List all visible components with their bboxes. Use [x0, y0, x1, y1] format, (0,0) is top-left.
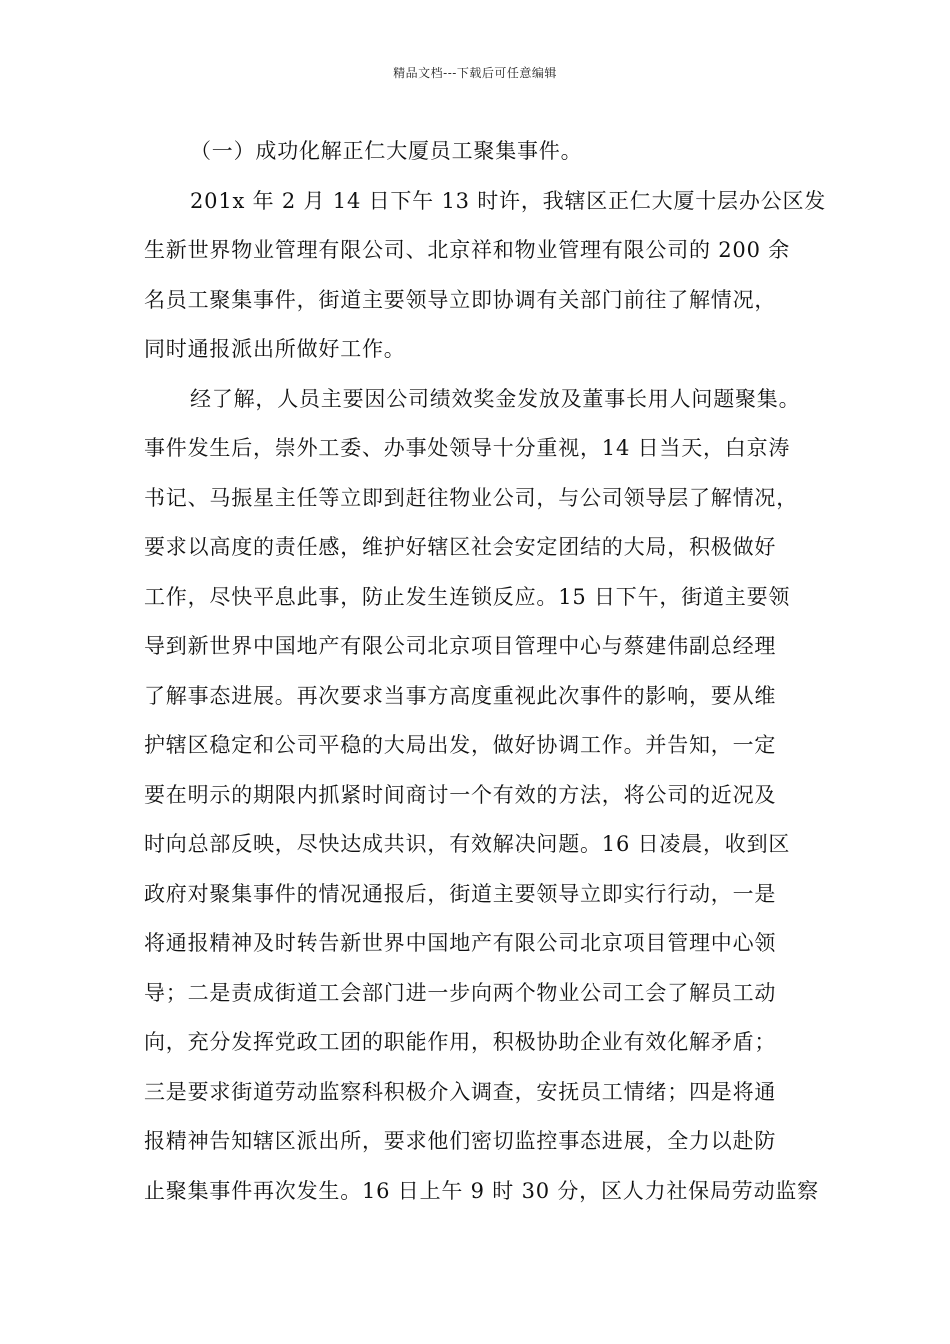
- paragraph-line: 工作，尽快平息此事，防止发生连锁反应。15 日下午，街道主要领: [144, 584, 791, 609]
- paragraph-line: 报精神告知辖区派出所，要求他们密切监控事态进展，全力以赴防: [144, 1129, 777, 1153]
- paragraph-line: 201x 年 2 月 14 日下午 13 时许，我辖区正仁大厦十层办公区发: [190, 188, 827, 213]
- paragraph-line: 政府对聚集事件的情况通报后，街道主要领导立即实行行动，一是: [144, 881, 777, 906]
- paragraph-line: 了解事态进展。再次要求当事方高度重视此次事件的影响，要从维: [144, 683, 777, 708]
- paragraph-line: 生新世界物业管理有限公司、北京祥和物业管理有限公司的 200 余: [144, 238, 791, 262]
- paragraph-line: 要在明示的期限内抓紧时间商讨一个有效的方法，将公司的近况及: [144, 782, 777, 807]
- paragraph-line: 向，充分发挥党政工团的职能作用，积极协助企业有效化解矛盾；: [144, 1030, 777, 1054]
- paragraph-line: 止聚集事件再次发生。16 日上午 9 时 30 分，区人力社保局劳动监察: [144, 1178, 819, 1203]
- page-header: 精品文档---下载后可任意编辑: [393, 66, 557, 80]
- paragraph-line: 书记、马振星主任等立即到赶往物业公司，与公司领导层了解情况，: [144, 485, 798, 510]
- paragraph-line: 导；二是责成街道工会部门进一步向两个物业公司工会了解员工动: [144, 980, 777, 1005]
- paragraph-line: 经了解，人员主要因公司绩效奖金发放及董事长用人问题聚集。: [190, 386, 801, 411]
- paragraph-line: 事件发生后，崇外工委、办事处领导十分重视，14 日当天，白京涛: [144, 436, 791, 460]
- paragraph-line: 同时通报派出所做好工作。: [144, 337, 406, 361]
- paragraph-line: 护辖区稳定和公司平稳的大局出发，做好协调工作。并告知，一定: [144, 733, 777, 757]
- document-body: [144, 134, 827, 1223]
- paragraph-line: 三是要求街道劳动监察科积极介入调查，安抚员工情绪；四是将通: [144, 1079, 777, 1104]
- paragraph-line: 名员工聚集事件，街道主要领导立即协调有关部门前往了解情况，: [144, 287, 777, 312]
- paragraph-line: 要求以高度的责任感，维护好辖区社会安定团结的大局，积极做好: [144, 535, 777, 559]
- section-heading: （一）成功化解正仁大厦员工聚集事件。: [190, 139, 583, 163]
- paragraph-line: 时向总部反映，尽快达成共识，有效解决问题。16 日凌晨，收到区: [144, 832, 791, 856]
- paragraph-line: 导到新世界中国地产有限公司北京项目管理中心与蔡建伟副总经理: [144, 634, 777, 658]
- paragraph-line: 将通报精神及时转告新世界中国地产有限公司北京项目管理中心领: [144, 931, 777, 955]
